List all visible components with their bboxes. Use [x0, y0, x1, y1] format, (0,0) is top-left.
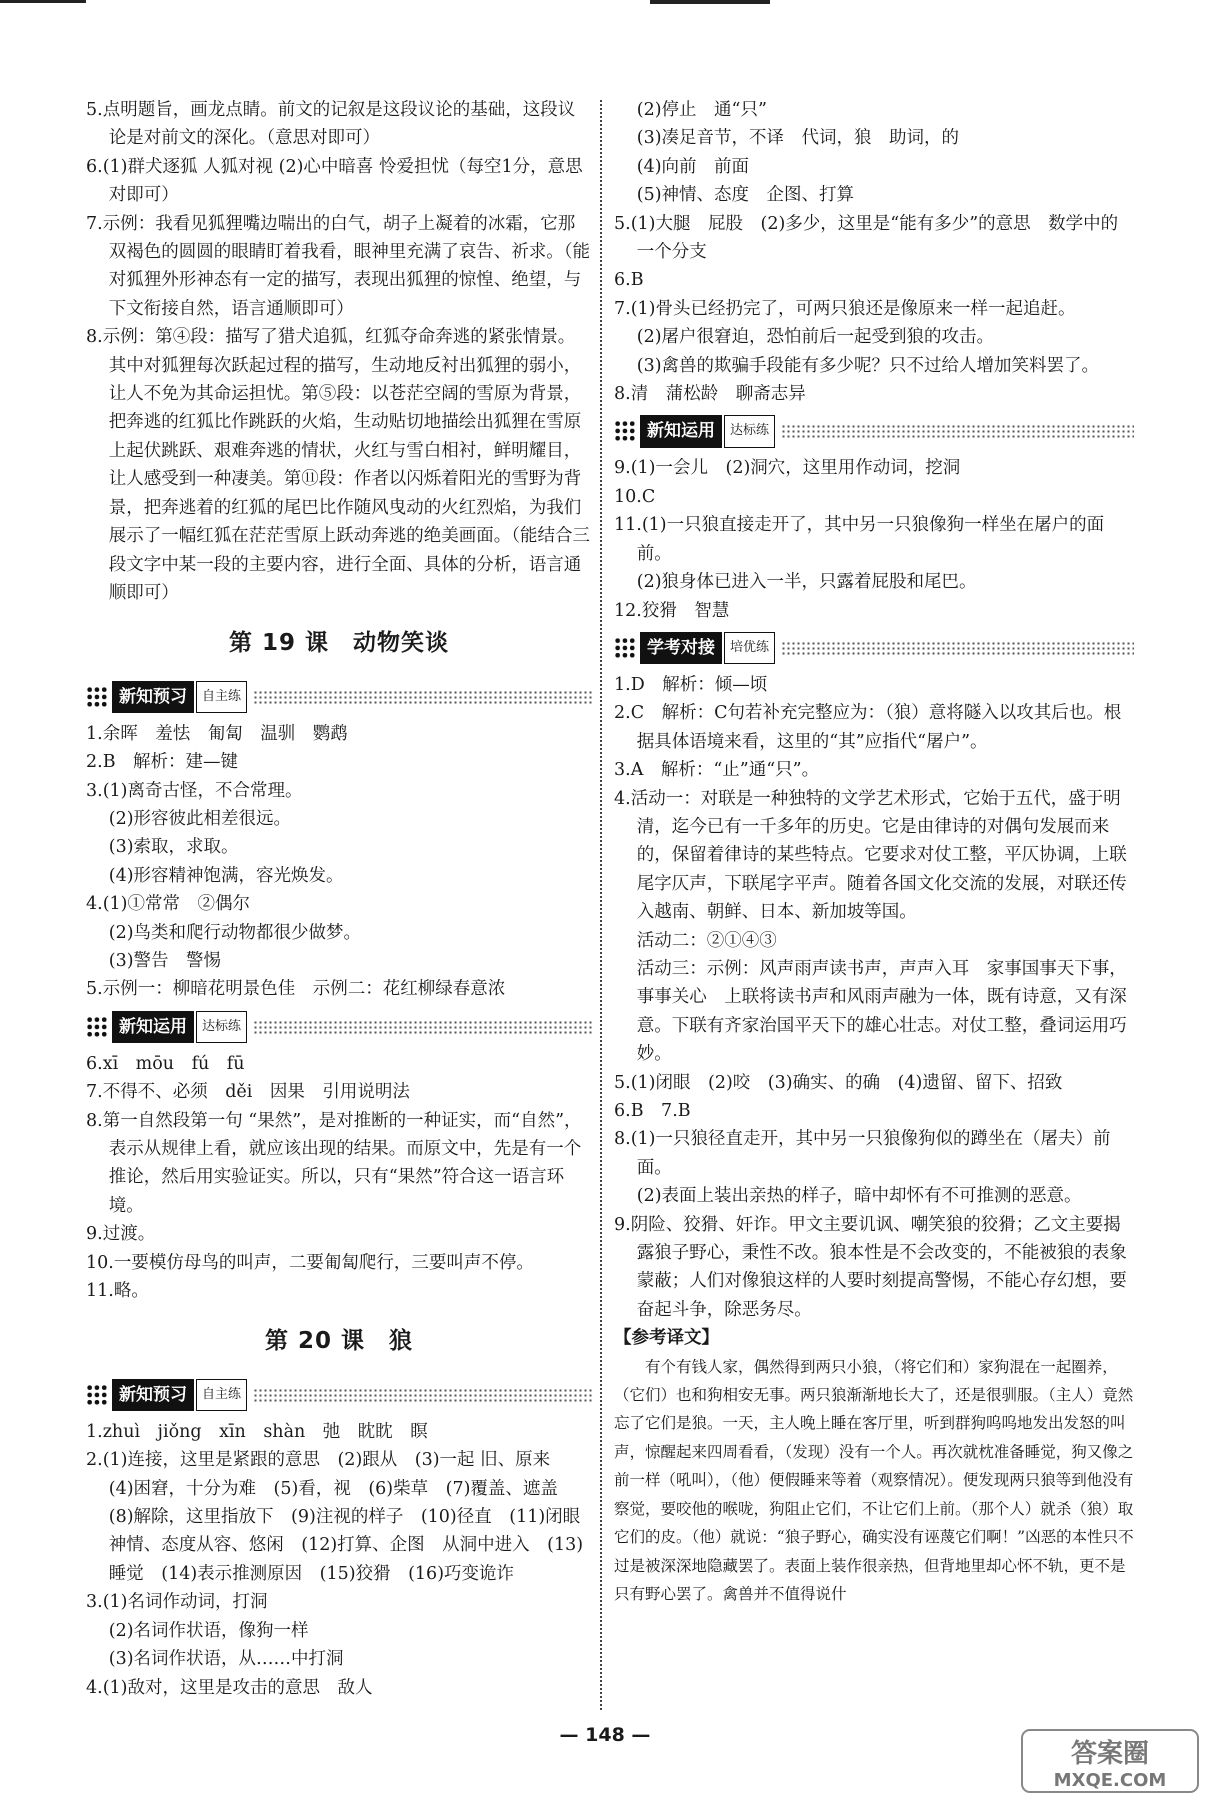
answer-item: 5.(1)闭眼 (2)咬 (3)确实、的确 (4)遗留、留下、招致 — [614, 1072, 1063, 1093]
answer-item: 4.(1)敌对，这里是攻击的意思 敌人 — [86, 1677, 373, 1698]
answer-item: 活动二：②①④③ — [636, 930, 777, 951]
dotted-fill — [253, 1020, 592, 1034]
answer-item: 6.xī mōu fú fū — [86, 1053, 245, 1074]
top-rule — [650, 0, 770, 4]
answer-item: (2)狼身体已进入一半，只露着屁股和尾巴。 — [636, 572, 977, 593]
answer-item: 2.(1)连接，这里是紧跟的意思 (2)跟从 (3)一起 旧、原来 (4)困窘，十分为难 (5)看，视 (6)柴草 (7)覆盖、遮盖 (8)解除，这里指放下 (9)注视的样子 (10)径直 (11)闭眼 神情、态度从容、悠闲 (12)打算、企图 从洞中进入 (13)睡觉 (14)表示推测原因 (15)狡猾 (16)巧变诡诈 — [86, 1450, 598, 1584]
answer-item: 6.B 7.B — [614, 1101, 691, 1121]
answer-item: (2)停止 通“只” — [636, 100, 767, 120]
answer-item: 2.B 解析：建—键 — [86, 752, 239, 773]
answer-item: (4)形容精神饱满，容光焕发。 — [108, 865, 344, 886]
svg-text:MXQE.COM: MXQE.COM — [1053, 1770, 1167, 1791]
answer-item: (2)鸟类和爬行动物都很少做梦。 — [108, 922, 362, 943]
answer-item: 7.(1)骨头已经扔完了，可两只狼还是像原来一样一起追赶。 — [614, 298, 1076, 319]
dot-grid-icon — [614, 420, 636, 442]
answer-item: 12.狡猾 智慧 — [614, 600, 730, 621]
section-header — [614, 631, 1134, 665]
section-sublabel: 培优练 — [724, 632, 775, 664]
answer-item: 活动三：示例：风声雨声读书声，声声入耳 家事国事天下事，事事关心 上联将读书声和风雨声融为一体，既有诗意，又有深意。下联有齐家治国平天下的雄心壮志。对仗工整，叠词运用巧妙。 — [636, 958, 1127, 1065]
answer-item: (2)屠户很窘迫，恐怕前后一起受到狼的攻击。 — [636, 327, 995, 348]
section-header — [86, 1378, 592, 1412]
answer-item: (2)名词作状语，像狗一样 — [108, 1620, 309, 1641]
answer-item: 11.(1)一只狼直接走开了，其中另一只狼像狗一样坐在屠户的面前。 — [614, 515, 1105, 564]
answer-item: 10.一要模仿母鸟的叫声，二要匍匐爬行，三要叫声不停。 — [86, 1252, 534, 1273]
answer-item: 8.(1)一只狼径直走开，其中另一只狼像狗似的蹲坐在（屠夫）前面。 — [614, 1129, 1111, 1178]
section-header — [86, 680, 592, 714]
left-column — [86, 96, 598, 1702]
answer-item: 7.不得不、必须 děi 因果 引用说明法 — [86, 1082, 410, 1103]
answer-item: (4)向前 前面 — [636, 156, 750, 177]
answer-item: (5)神情、态度 企图、打算 — [636, 185, 855, 206]
answer-item: 8.示例：第④段：描写了猎犬追狐，红狐夺命奔逃的紧张情景。其中对狐狸每次跃起过程的描写，生动地反衬出狐狸的弱小，让人不免为其命运担忧。第⑤段：以苍茫空阔的雪原为背景，把奔逃的红狐比作跳跃的火焰，生动贴切地描绘出狐狸在雪原上起伏跳跃、艰难奔逃的情状，火红与雪白相衬，鲜明耀目，让人感受到一种凄美。第⑪段：作者以闪烁着阳光的雪野为背景，把奔逃着的红狐的尾巴比作随风曳动的火红烈焰，为我们展示了一幅红狐在茫茫雪原上跃动奔逃的绝美画面。（能结合三段文字中某一段的主要内容，进行全面、具体的分析，语言通顺即可） — [86, 327, 590, 603]
answer-item: 6.(1)群犬逐狐 人狐对视 (2)心中暗喜 怜爱担忧（每空1分，意思对即可） — [86, 156, 583, 206]
answer-item: (3)索取，求取。 — [108, 837, 239, 858]
answer-item: 1.余晖 羞怯 匍匐 温驯 鹦鹉 — [86, 723, 348, 744]
right-column — [614, 96, 1134, 1608]
answer-item: (3)禽兽的欺骗手段能有多少呢？只不过给人增加笑料罢了。 — [636, 355, 1100, 376]
section-header — [86, 1010, 592, 1044]
answer-item: (3)警告 警惕 — [108, 950, 222, 971]
answer-item: 1.D 解析：倾—顷 — [614, 674, 768, 695]
answer-item: (2)形容彼此相差很远。 — [108, 808, 292, 829]
section-sublabel: 自主练 — [196, 1379, 247, 1411]
answer-item: 3.(1)名词作动词，打洞 — [86, 1592, 268, 1613]
answer-item: 5.示例一：柳暗花明景色佳 示例二：花红柳绿春意浓 — [86, 979, 506, 1000]
answer-item: 3.(1)离奇古怪，不合常理。 — [86, 780, 303, 801]
answer-item: 5.(1)大腿 屁股 (2)多少，这里是“能有多少”的意思 数学中的一个分支 — [614, 213, 1119, 263]
answer-item: 5.点明题旨，画龙点睛。前文的记叙是这段议论的基础，这段议论是对前文的深化。（意思对即可） — [86, 100, 576, 149]
answer-item: (3)名词作状语，从……中打洞 — [108, 1649, 344, 1670]
dot-grid-icon — [86, 1016, 108, 1038]
section-label: 新知预习 — [112, 681, 194, 713]
answer-item: 1.zhuì jiǒng xīn shàn 弛 眈眈 瞑 — [86, 1421, 428, 1442]
answer-item: (2)表面上装出亲热的样子，暗中却怀有不可推测的恶意。 — [636, 1186, 1082, 1207]
section-header — [614, 414, 1134, 448]
answer-item: 9.(1)一会儿 (2)洞穴，这里用作动词，挖洞 — [614, 458, 961, 479]
section-label: 新知预习 — [112, 1379, 194, 1411]
dot-grid-icon — [86, 686, 108, 708]
lesson-title: 第 20 课 狼 — [264, 1328, 414, 1355]
answer-item: 4.(1)①常常 ②偶尔 — [86, 894, 250, 915]
section-sublabel: 达标练 — [724, 415, 775, 447]
answer-item: 6.B — [614, 270, 644, 291]
answer-item: 10.C — [614, 486, 656, 507]
answer-item: 7.示例：我看见狐狸嘴边喘出的白气，胡子上凝着的冰霜，它那双褐色的圆圆的眼睛盯着我看，眼神里充满了哀告、祈求。（能对狐狸外形神态有一定的描写，表现出狐狸的惊惶、绝望，与下文衔接自然，语言通顺即可） — [86, 213, 590, 319]
answer-item: 8.第一自然段第一句 “果然”，是对推断的一种证实，而“自然”，表示从规律上看，就应该出现的结果。而原文中，先是有一个推论，然后用实验证实。所以，只有“果然”符合这一语言环境。 — [86, 1110, 582, 1216]
section-label: 学考对接 — [640, 632, 722, 664]
svg-text:答案圈: 答案圈 — [1070, 1739, 1150, 1769]
dot-grid-icon — [86, 1384, 108, 1406]
dotted-fill — [781, 641, 1134, 655]
answer-item: 2.C 解析：C句若补充完整应为：（狼）意将隧入以攻其后也。根据具体语境来看，这里的“其”应指代“屠户”。 — [614, 703, 1122, 752]
dotted-fill — [253, 690, 592, 704]
column-divider — [600, 100, 602, 1710]
answer-item: 4.活动一：对联是一种独特的文学艺术形式，它始于五代，盛于明清，迄今已有一千多年的历史。它是由律诗的对偶句发展而来的，保留着律诗的某些特点。它要求对仗工整，平仄协调，上联尾字仄声，下联尾字平声。随着各国文化交流的发展，对联还传入越南、朝鲜、日本、新加坡等国。 — [614, 788, 1127, 923]
reference-heading: 【参考译文】 — [614, 1328, 719, 1349]
dotted-fill — [253, 1388, 592, 1402]
answer-item: 8.清 蒲松龄 聊斋志异 — [614, 384, 806, 405]
answer-item: 9.过渡。 — [86, 1224, 156, 1245]
watermark-logo — [1020, 1728, 1200, 1794]
section-label: 新知运用 — [112, 1011, 194, 1043]
section-sublabel: 自主练 — [196, 681, 247, 713]
section-sublabel: 达标练 — [196, 1011, 247, 1043]
answer-item: 11.略。 — [86, 1281, 149, 1302]
top-rule — [0, 0, 86, 3]
reference-translation: 有个有钱人家，偶然得到两只小狼，（将它们和）家狗混在一起圈养，（它们）也和狗相安无事。两只狼渐渐地长大了，还是很驯服。（主人）竟然忘了它们是狼。一天，主人晚上睡在客厅里，听到群狗呜呜地发出发怒的叫声，惊醒起来四周看看，（发现）没有一个人。再次就枕准备睡觉，狗又像之前一样（吼叫），（他）便假睡来等着（观察情况）。便发现两只狼等到他没有察觉，要咬他的喉咙，狗阻止它们，不让它们上前。（那个人）就杀（狼）取它们的皮。（他）就说：“狼子野心，确实没有诬蔑它们啊！”凶恶的本性只不过是被深深地隐藏罢了。表面上装作很亲热，但背地里却心怀不轨，更不是只有野心罢了。禽兽并不值得说什 — [614, 1357, 1134, 1603]
section-label: 新知运用 — [640, 415, 722, 447]
answer-item: 3.A 解析：“止”通“只”。 — [614, 760, 820, 781]
lesson-title: 第 19 课 动物笑谈 — [228, 630, 450, 657]
dot-grid-icon — [614, 637, 636, 659]
dotted-fill — [781, 424, 1134, 438]
page-number: — 148 — — [559, 1724, 651, 1746]
answer-item: 9.阴险、狡猾、奸诈。甲文主要讥讽、嘲笑狼的狡猾；乙文主要揭露狼子野心，秉性不改。狼本性是不会改变的，不能被狼的表象蒙蔽；人们对像狼这样的人要时刻提高警惕，不能心存幻想，要奋起斗争，除恶务尽。 — [614, 1214, 1127, 1320]
answer-item: (3)凑足音节，不译 代词，狼 助词，的 — [636, 128, 960, 149]
